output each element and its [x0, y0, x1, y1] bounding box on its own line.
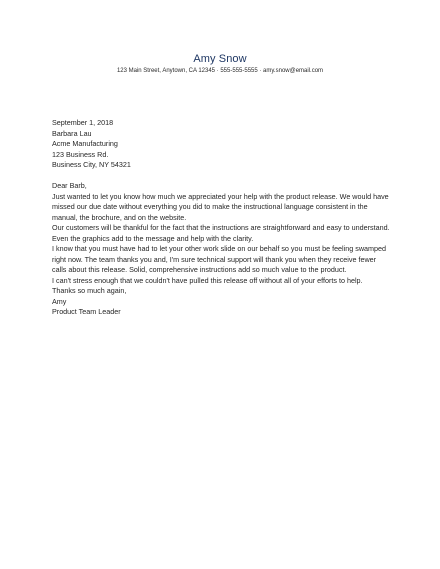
- closing: Thanks so much again,: [52, 286, 127, 295]
- signature-block: [52, 297, 392, 318]
- salutation: Dear Barb,: [52, 181, 87, 190]
- recipient-company: Acme Manufacturing: [52, 139, 118, 148]
- sender-name: Amy Snow: [193, 53, 247, 65]
- letter-date: September 1, 2018: [52, 118, 114, 127]
- recipient-city-state-zip: Business City, NY 54321: [52, 160, 131, 169]
- recipient-address: [52, 129, 392, 171]
- recipient-street: 123 Business Rd.: [52, 149, 109, 159]
- signature-name: Amy: [52, 296, 67, 306]
- paragraph-2: Our customers will be thankful for the fact that the instructions are straightforward and easy to understand. Even the graphics add to the message and help with the clarity.: [52, 223, 390, 243]
- paragraph-4: I can't stress enough that we couldn't have pulled this release off without all of your efforts to help.: [52, 275, 363, 285]
- recipient-name: Barbara Lau: [52, 128, 92, 138]
- sender-contact-line: 123 Main Street, Anytown, CA 12345 · 555-555-5555 · amy.snow@email.com: [116, 68, 324, 74]
- paragraph-1: Just wanted to let you know how much we appreciated your help with the product release. We would have missed our due date without everything you did to make the instructional language consistent in the manual, the brochure, and on the website.: [52, 191, 389, 222]
- letterhead: [0, 52, 440, 76]
- paragraph-3: I know that you must have had to let your other work slide on our behalf so you must be feeling swamped right now. The team thanks you and, I'm sure technical support will thank you when they receive fewer calls about this release. Solid, comprehensive instructions add so much value to the product.: [52, 244, 387, 274]
- signature-title: Product Team Leader: [52, 307, 121, 316]
- letter-body: [52, 118, 392, 318]
